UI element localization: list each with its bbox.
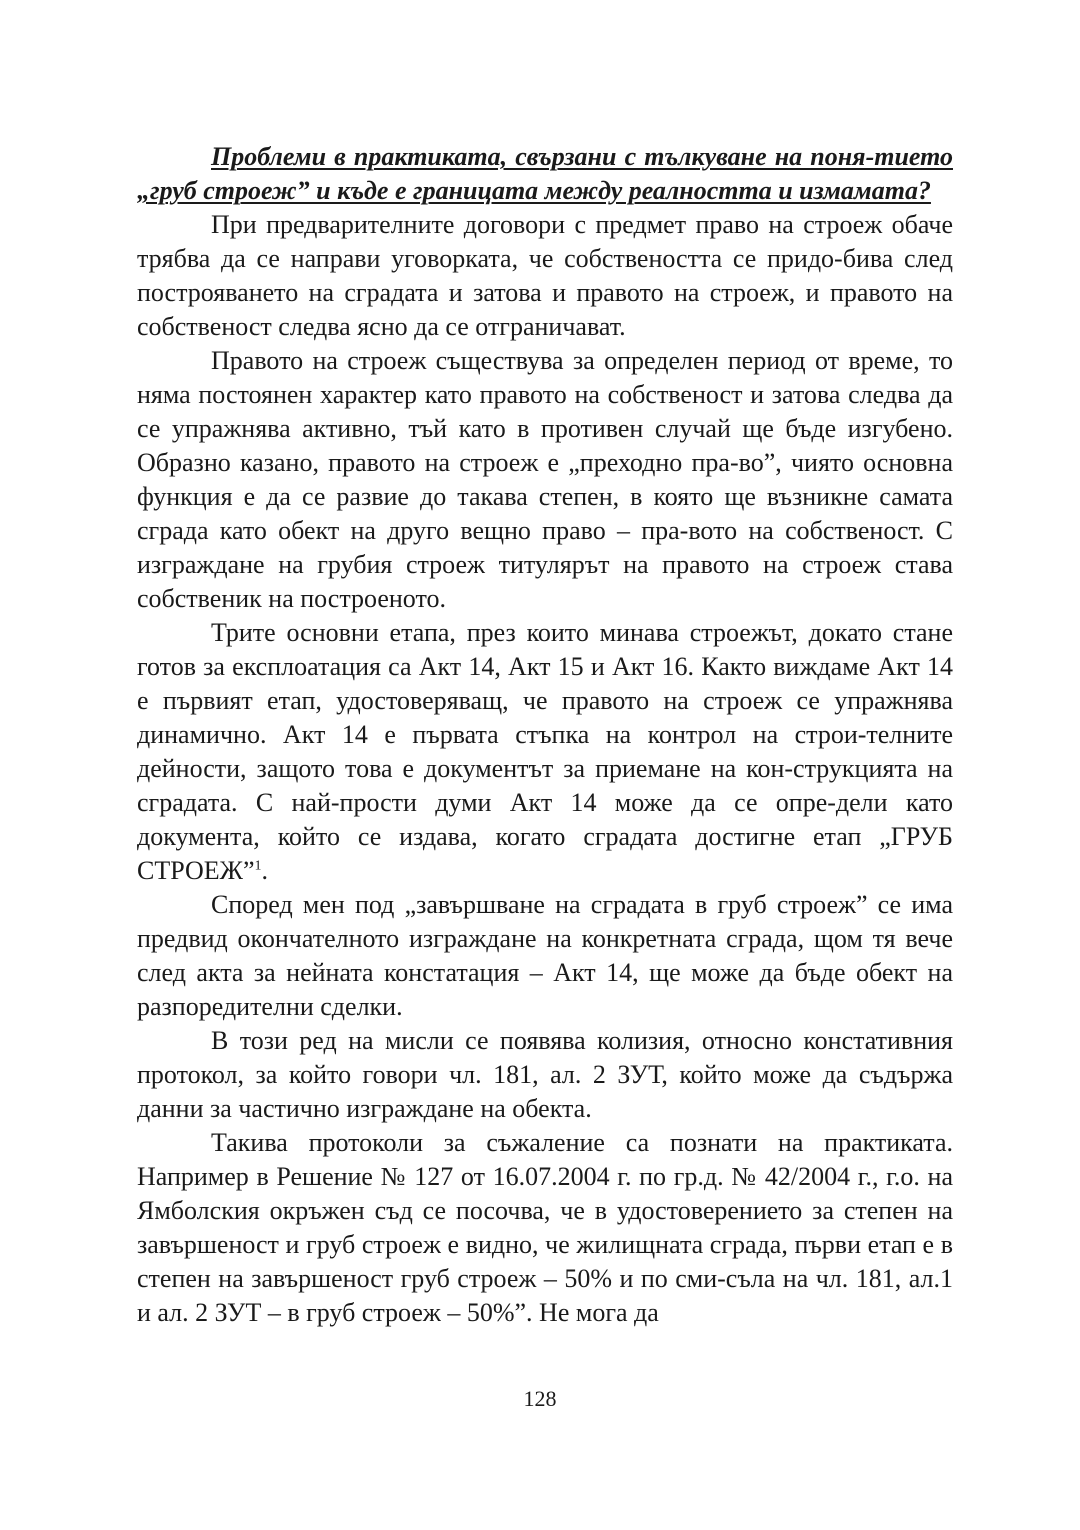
section-heading: Проблеми в практиката, свързани с тълкуване на поня-тието „груб строеж” и къде е границата между реалността и измамата?	[137, 142, 953, 205]
footnote-reference[interactable]: 1	[254, 858, 262, 874]
paragraph-3-text: Трите основни етапа, през които минава строежът, докато стане готов за експлоатация са Акт 14, Акт 15 и Акт 16. Както виждаме Акт 14 е първият етап, удостоверяващ, че правото на строеж се упражнява динамично. Акт 14 е първата стъпка на контрол на строи-телните дейности, защото това е документът за приемане на кон-струкцията на сградата. С най-прости думи Акт 14 може да се опре-дели като документа, който се издава, когато сградата достигне етап „ГРУБ СТРОЕЖ”	[137, 618, 953, 885]
paragraph-3-tail: .	[261, 856, 268, 885]
paragraph-2: Правото на строеж съществува за определен период от време, то няма постоянен характер като правото на собственост и затова следва да се упражнява активно, тъй като в противен случай ще бъде изгубено. Образно казано, правото на строеж е „преходно пра-во”, чиято основна функция е да се развие до такава степен, в която ще възникне самата сграда като обект на друго вещно право – пра-вото на собственост. С изграждане на грубия строеж титулярът на правото на строеж става собственик на построеното.	[137, 346, 953, 613]
page-number: 128	[523, 1386, 557, 1411]
paragraph-4: Според мен под „завършване на сградата в груб строеж” се има предвид окончателното изграждане на конкретната сграда, щом тя вече след акта за нейната констатация – Акт 14, ще може да бъде обект на разпоредителни сделки.	[137, 890, 953, 1021]
paragraph-6: Такива протоколи за съжаление са познати на практиката. Например в Решение № 127 от 16.07.2004 г. по гр.д. № 42/2004 г., г.о. на Ямболския окръжен съд се посочва, че в удостоверението за степен на завършеност и груб строеж е видно, че жилищната сграда, първи етап е в степен на завършеност груб строеж – 50% и по сми-съла на чл. 181, ал.1 и ал. 2 ЗУТ – в груб строеж – 50%”. Не мога да	[137, 1128, 953, 1327]
page-body	[137, 140, 953, 1330]
paragraph-1: При предварителните договори с предмет право на строеж обаче трябва да се направи уговорката, че собствеността се придо-бива след построяването на сградата и затова и правото на строеж, и правото на собственост следва ясно да се отграничават.	[137, 210, 953, 341]
paragraph-5: В този ред на мисли се появява колизия, относно констативния протокол, за който говори чл. 181, ал. 2 ЗУТ, който може да съдържа данни за частично изграждане на обекта.	[137, 1026, 953, 1123]
paragraph-3	[137, 616, 953, 888]
